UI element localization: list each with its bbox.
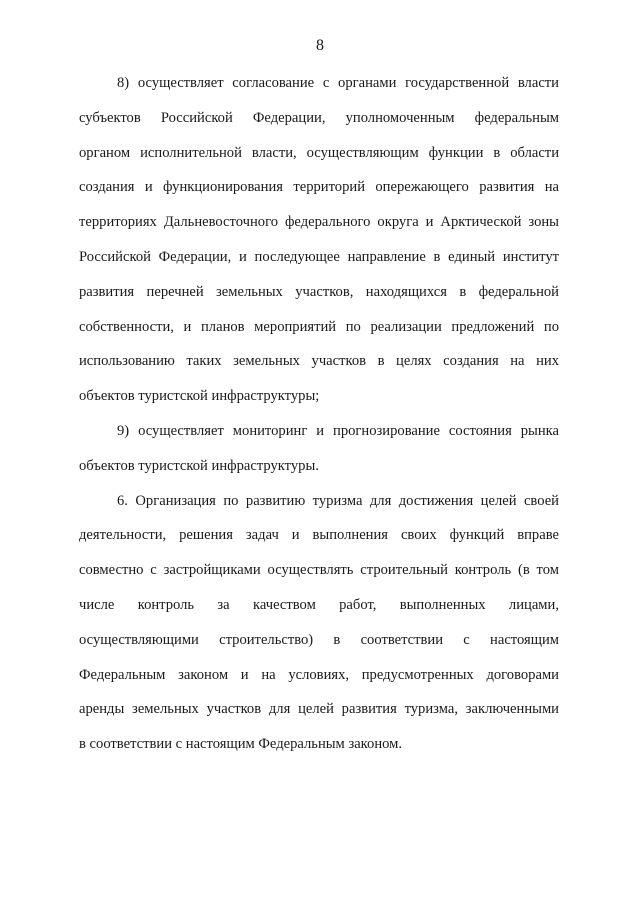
text-line: аренды земельных участков для целей развития туризма, заключенными [79,701,559,718]
paragraph-section-6 [79,484,559,762]
text-line: осуществляющими строительство) в соответствии с настоящим [79,631,559,648]
paragraph-item-9 [79,414,559,484]
text-line: территориях Дальневосточного федерального округа и Арктической зоны [79,214,559,231]
text-line: развития перечней земельных участков, находящихся в федеральной [79,283,559,300]
text-line: объектов туристской инфраструктуры; [79,388,320,405]
text-line: объектов туристской инфраструктуры. [79,457,319,474]
paragraph-item-8 [79,66,559,414]
text-line: Российской Федерации, и последующее направление в единый институт [79,248,559,265]
text-line: 6. Организация по развитию туризма для достижения целей своей [117,492,559,509]
text-line: собственности, и планов мероприятий по реализации предложений по [79,318,559,335]
text-line: числе контроль за качеством работ, выполненных лицами, [79,596,559,613]
text-line: создания и функционирования территорий опережающего развития на [79,179,559,196]
page-number: 8 [316,37,324,54]
text-line: субъектов Российской Федерации, уполномоченным федеральным [79,109,559,126]
text-line: 8) осуществляет согласование с органами государственной власти [117,75,559,91]
document-body [79,66,559,762]
text-line: совместно с застройщиками осуществлять строительный контроль (в том [79,562,559,579]
text-line: органом исполнительной власти, осуществляющим функции в области [79,144,559,161]
text-line: деятельности, решения задач и выполнения своих функций вправе [79,527,559,544]
text-line: Федеральным законом и на условиях, предусмотренных договорами [79,666,559,683]
text-line: 9) осуществляет мониторинг и прогнозирование состояния рынка [117,422,559,439]
text-line: использованию таких земельных участков в целях создания на них [79,353,559,370]
text-line: в соответствии с настоящим Федеральным законом. [79,736,403,753]
